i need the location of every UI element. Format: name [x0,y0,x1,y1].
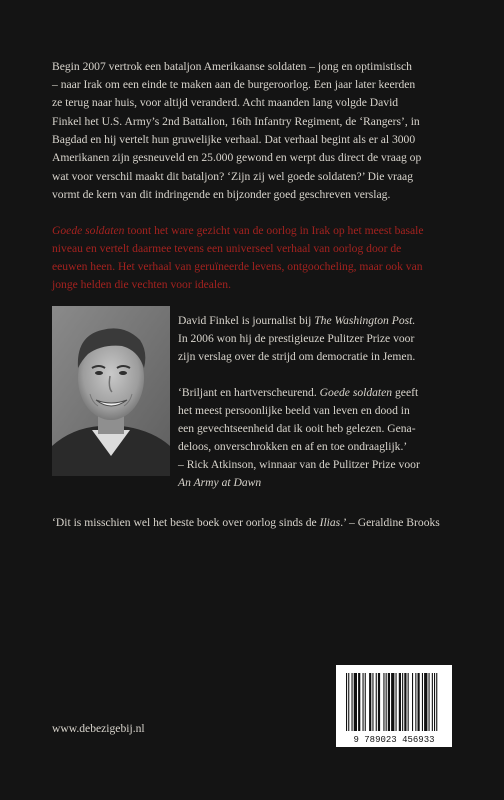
intro-line: Bagdad en hij vertelt hun gruwelijke verhaal. Dat verhaal begint als er al 3000 [52,133,416,146]
barcode-bar [436,673,437,731]
barcode-bar [358,673,360,731]
book-title: Goede soldaten [52,224,125,237]
book-title: An Army at Dawn [178,476,262,489]
quote-line [178,384,452,402]
publisher-website: www.debezigebij.nl [52,722,145,735]
barcode-bar [434,673,435,731]
barcode-bar [429,673,430,731]
summary-line: jonge helden die vechten voor idealen. [52,278,231,291]
book-title: Ilias [319,516,341,529]
summary-text: toont het ware gezicht van de oorlog in Irak op het meest basale [124,224,424,237]
barcode-bar [412,673,413,731]
barcode-bar [386,673,387,731]
summary-line: niveau en vertelt daarmee tevens een universeel verhaal van oorlog door de [52,242,402,255]
barcode-bar [348,673,349,731]
barcode-bar [372,673,373,731]
barcode-bar [388,673,390,731]
bio-text: David Finkel is journalist bij [178,314,315,327]
barcode-bar [404,673,406,731]
bio-line [178,312,452,330]
book-title: Goede soldaten [319,386,393,399]
summary-line [52,222,452,240]
barcode-bar [376,673,377,731]
intro-line: ze terug naar huis, voor altijd veranderd. Acht maanden lang volgde David [52,96,399,109]
barcode-bar [432,673,433,731]
barcode-bar [422,673,423,731]
barcode-bar [424,673,427,731]
barcode-bar [352,673,353,731]
review-quote-brooks [52,514,472,532]
barcode-bar [418,673,420,731]
intro-line: – naar Irak om een einde te maken aan de burgeroorlog. Een jaar later keerden [52,78,416,91]
barcode-image [336,665,452,747]
barcode-bar [354,673,357,731]
author-portrait-image [52,306,170,476]
intro-line: Begin 2007 vertrok een bataljon Amerikaanse soldaten – jong en optimistisch [52,60,412,73]
quote-text: .’ – Geraldine Brooks [340,516,440,529]
intro-line: Amerikanen zijn gesneuveld en 25.000 gewond en werpt dus direct de vraag op [52,151,422,164]
quote-text: geeft [392,386,419,399]
newspaper-name: The Washington Post. [314,314,416,327]
author-photo [52,306,170,476]
barcode-bar [415,673,416,731]
isbn-number: 9 789023 456933 [353,735,435,745]
bio-line: In 2006 won hij de prestigieuze Pulitzer Prize voor [178,332,415,345]
barcode-bar [399,673,401,731]
quote-text: ‘Dit is misschien wel het beste boek over oorlog sinds de [52,516,320,529]
barcode-bar [408,673,409,731]
barcode-bar [369,673,371,731]
barcode-bars [346,673,437,731]
barcode-bar [396,673,397,731]
isbn-barcode [336,665,452,747]
quote-line: – Rick Atkinson, winnaar van de Pulitzer Prize voor [178,458,420,471]
intro-line: vormt de kern van dit indringende en bijzonder goed geschreven verslag. [52,188,391,201]
barcode-bar [363,673,364,731]
quote-line [178,474,452,492]
barcode-bar [383,673,384,731]
quote-line: deloos, onverschrokken en af en toe ondraaglijk.’ [178,440,408,453]
barcode-bar [402,673,403,731]
intro-line: Finkel het U.S. Army’s 2nd Battalion, 16th Infantry Regiment, de ‘Rangers’, in [52,115,420,128]
barcode-bar [365,673,366,731]
quote-line: een gevechtseenheid dat ik ooit heb gelezen. Gena- [178,422,416,435]
quote-line: het meest persoonlijke beeld van leven en dood in [178,404,410,417]
barcode-bar [378,673,380,731]
summary-line: eeuwen heen. Het verhaal van geruïneerde levens, ontgoocheling, maar ook van [52,260,423,273]
barcode-bar [391,673,394,731]
barcode-bar [346,673,347,731]
bio-line: zijn verslag over de strijd om democratie in Jemen. [178,350,416,363]
quote-text: ‘Briljant en hartverscheurend. [178,386,320,399]
intro-line: wat voor verschil maakt dit bataljon? ‘Zijn zij wel goede soldaten?’ Die vraag [52,170,413,183]
